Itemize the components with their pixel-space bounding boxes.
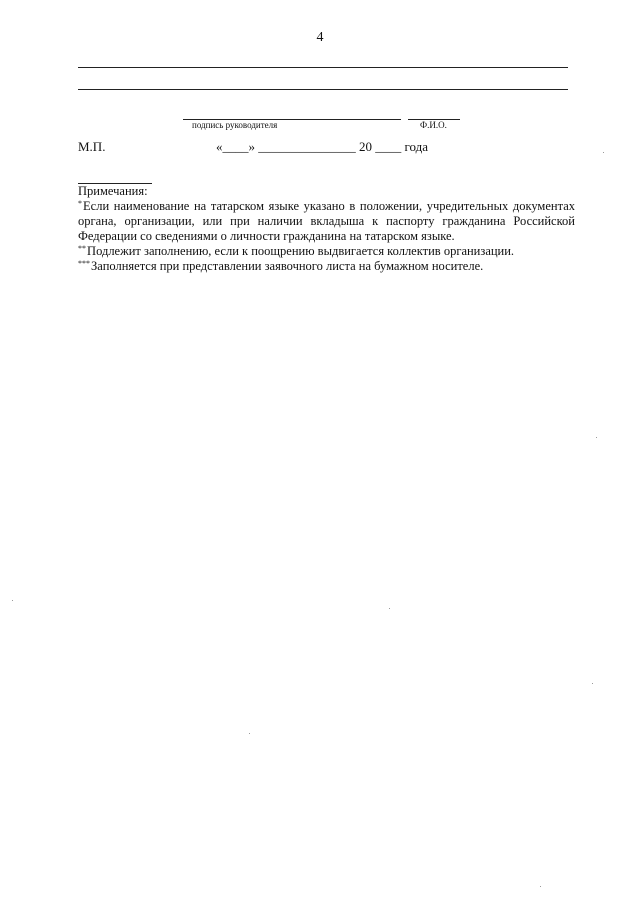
note-text-3: Заполняется при представлении заявочного листа на бумажном носителе. [91, 259, 484, 273]
signature-caption: подпись руководителя [192, 120, 278, 130]
scan-speck [249, 733, 250, 734]
notes-title: Примечания: [78, 184, 148, 198]
note-item-2 [78, 244, 575, 259]
note-mark-2: ** [78, 244, 86, 253]
scan-speck [389, 608, 390, 609]
page-number: 4 [316, 30, 324, 45]
scan-speck [12, 600, 13, 601]
notes-section [78, 184, 575, 274]
note-item-3 [78, 259, 575, 274]
note-mark-3: *** [78, 259, 90, 268]
scan-speck [540, 886, 541, 887]
fill-line-2 [78, 89, 568, 90]
full-name-caption: Ф.И.О. [420, 120, 447, 130]
stamp-label: М.П. [78, 139, 106, 154]
date-line: «____» _______________ 20 ____ года [216, 139, 429, 154]
note-text-2: Подлежит заполнению, если к поощрению выдвигается коллектив организации. [87, 244, 515, 258]
scan-speck [592, 683, 593, 684]
note-item-1 [78, 199, 575, 244]
scan-speck [596, 437, 597, 438]
note-mark-1: * [78, 199, 82, 208]
scan-speck [603, 152, 604, 153]
fill-line-1 [78, 67, 568, 68]
note-text-1: Если наименование на татарском языке указано в положении, учредительных документах органа, организации, или при наличии вкладыша к паспорту гражданина Российской Федерации со сведениями о личности гражданина на татарском языке. [78, 199, 575, 243]
